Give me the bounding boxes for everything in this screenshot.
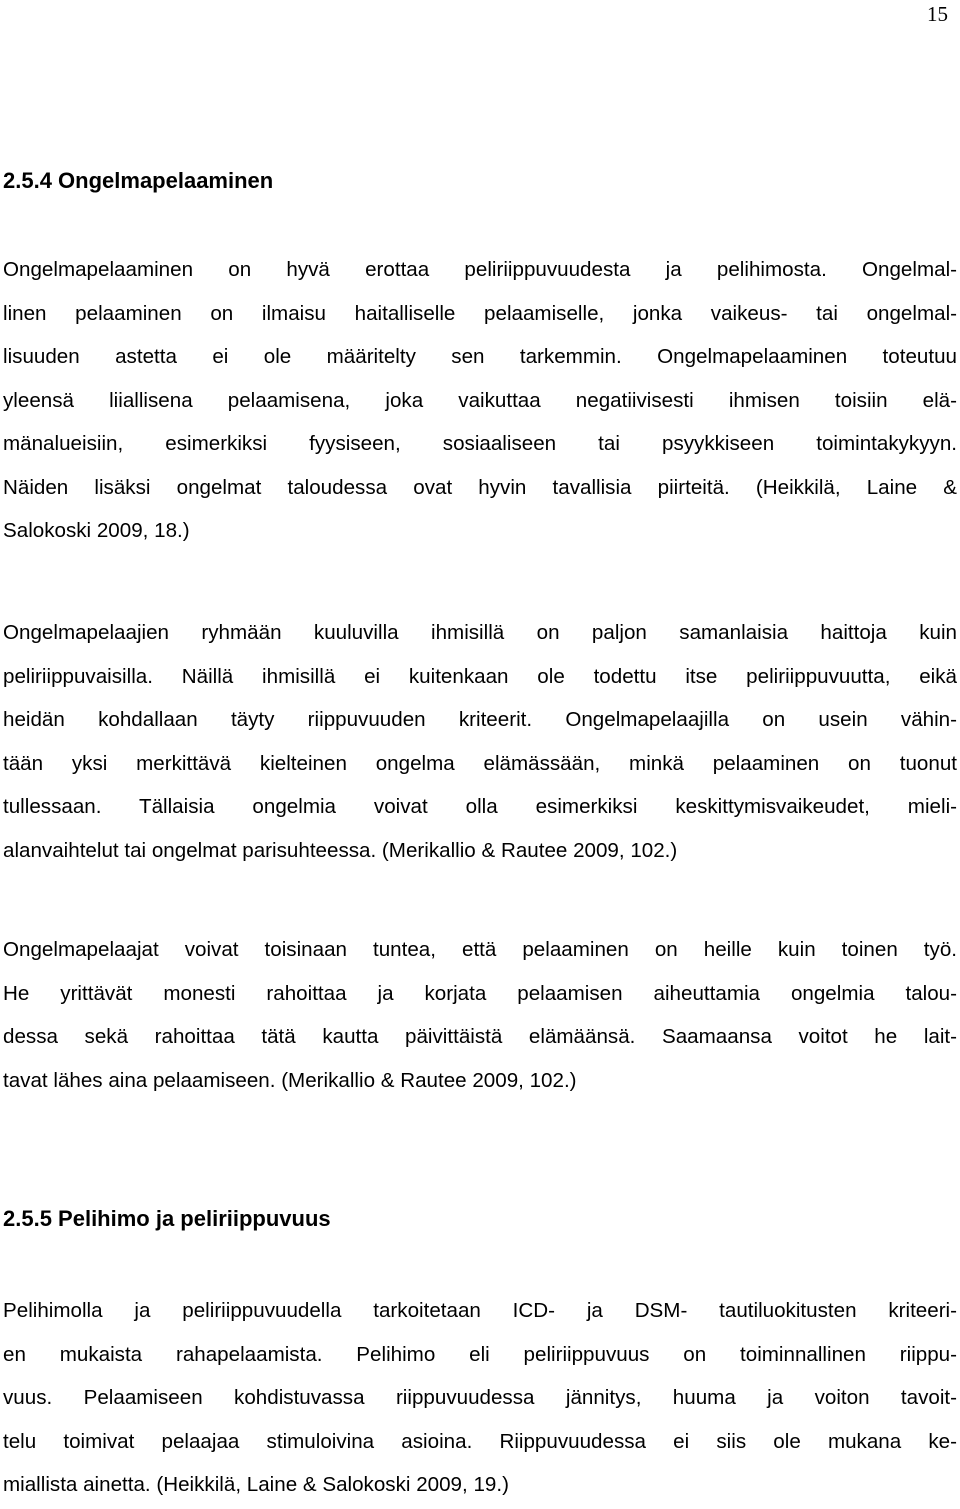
- paragraph-line: miallista ainetta. (Heikkilä, Laine & Salokoski 2009, 19.): [3, 1473, 509, 1496]
- paragraph-line: tullessaan. Tällaisia ongelmia voivat olla esimerkiksi keskittymisvaikeudet, mieli-: [3, 795, 957, 818]
- paragraph-line: Ongelmapelaajat voivat toisinaan tuntea, että pelaaminen on heille kuin toinen työ.: [3, 938, 957, 961]
- paragraph-line: He yrittävät monesti rahoittaa ja korjata pelaamisen aiheuttamia ongelmia talou-: [3, 981, 957, 1005]
- paragraph-line: vuus. Pelaamiseen kohdistuvassa riippuvuudessa jännitys, huuma ja voiton tavoit-: [3, 1386, 957, 1409]
- paragraph-line: heidän kohdallaan täyty riippuvuuden kriteerit. Ongelmapelaajilla on usein vähin-: [3, 708, 957, 731]
- paragraph-line: telu toimivat pelaajaa stimuloivina asioina. Riippuvuudessa ei siis ole mukana ke-: [3, 1429, 957, 1453]
- paragraph-line: alanvaihtelut tai ongelmat parisuhteessa. (Merikallio & Rautee 2009, 102.): [3, 838, 678, 862]
- paragraph: [3, 1289, 957, 1507]
- paragraph-line: linen pelaaminen on ilmaisu haitalliselle pelaamiselle, jonka vaikeus- tai ongelmal-: [3, 301, 957, 325]
- paragraph-line: en mukaista rahapelaamista. Pelihimo eli peliriippuvuus on toiminnallinen riippu-: [3, 1342, 957, 1366]
- paragraph-line: peliriippuvaisilla. Näillä ihmisillä ei kuitenkaan ole todettu itse peliriippuvuutta, eikä: [3, 664, 957, 688]
- paragraph-line: Salokoski 2009, 18.): [3, 519, 190, 542]
- paragraph-line: Näiden lisäksi ongelmat taloudessa ovat hyvin tavallisia piirteitä. (Heikkilä, Laine &: [3, 475, 957, 499]
- paragraph-line: mänalueisiin, esimerkiksi fyysiseen, sosiaaliseen tai psyykkiseen toimintakykyyn.: [3, 432, 957, 455]
- paragraph-line: yleensä liiallisena pelaamisena, joka vaikuttaa negatiivisesti ihmisen toisiin elä-: [3, 388, 957, 412]
- paragraph: [3, 928, 957, 1102]
- paragraph-line: tään yksi merkittävä kielteinen ongelma elämässään, minkä pelaaminen on tuonut: [3, 751, 957, 775]
- paragraph-line: tavat lähes aina pelaamiseen. (Merikallio & Rautee 2009, 102.): [3, 1068, 577, 1092]
- paragraph-line: lisuuden astetta ei ole määritelty sen tarkemmin. Ongelmapelaaminen toteutuu: [3, 345, 957, 368]
- paragraph: [3, 611, 957, 872]
- paragraph-line: dessa sekä rahoittaa tätä kautta päivittäistä elämäänsä. Saamaansa voitot he lait-: [3, 1025, 957, 1048]
- section-heading-2-5-4: 2.5.4 Ongelmapelaaminen: [3, 168, 274, 193]
- page-number: 15: [927, 2, 948, 26]
- section-heading-2-5-5: 2.5.5 Pelihimo ja peliriippuvuus: [3, 1206, 331, 1231]
- paragraph: [3, 248, 957, 553]
- paragraph-line: Pelihimolla ja peliriippuvuudella tarkoitetaan ICD- ja DSM- tautiluokitusten kriteeri-: [3, 1299, 957, 1322]
- paragraph-line: Ongelmapelaajien ryhmään kuuluvilla ihmisillä on paljon samanlaisia haittoja kuin: [3, 621, 957, 644]
- paragraph-line: Ongelmapelaaminen on hyvä erottaa peliriippuvuudesta ja pelihimosta. Ongelmal-: [3, 258, 957, 281]
